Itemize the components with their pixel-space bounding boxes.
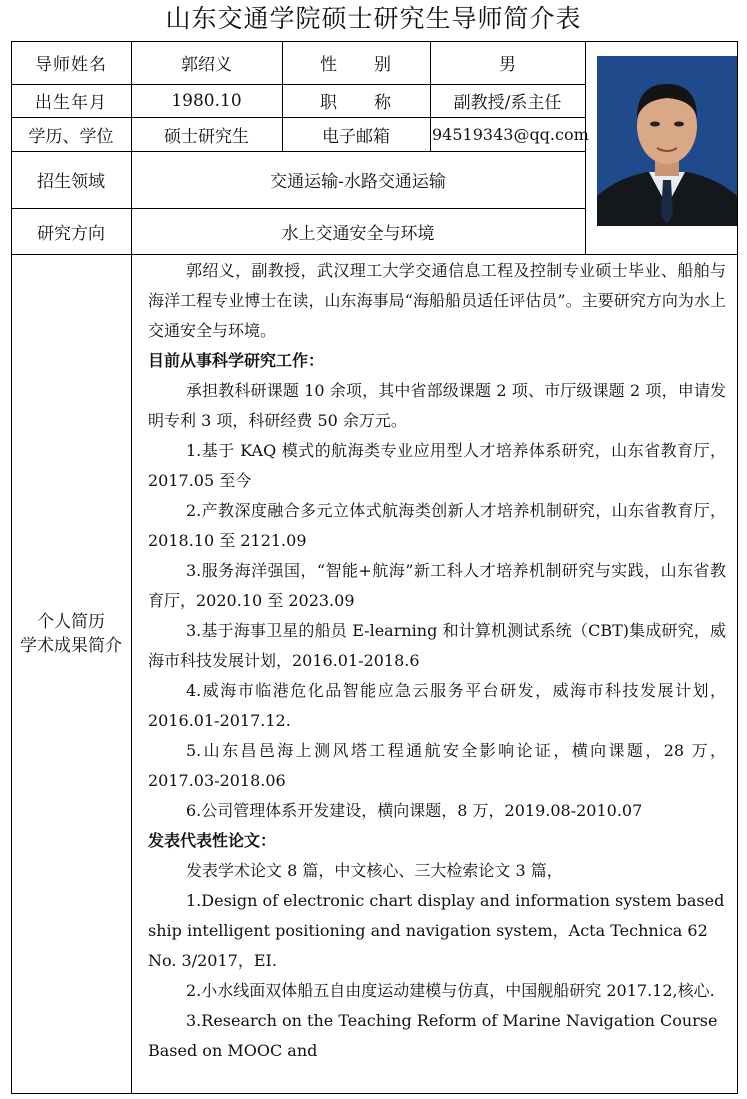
degree-label: 学历、学位 [28, 126, 114, 147]
direction-label: 研究方向 [37, 223, 105, 244]
birth-label: 出生年月 [35, 93, 107, 113]
field-value: 交通运输-水路交通运输 [270, 172, 446, 192]
paper-item: 1.Design of electronic chart display and information system based ship intelligent positioning and navigation system，Acta Technica 62 No. 3/2017，EI. [148, 891, 725, 970]
bio-content [148, 256, 726, 1066]
paper-item: 2.小水线面双体船五自由度运动建模与仿真，中国舰船研究 2017.12,核心. [186, 981, 715, 1000]
direction-value: 水上交通安全与环境 [281, 223, 435, 244]
tie [661, 180, 673, 224]
title-label: 职 称 [320, 93, 392, 113]
papers-summary: 发表学术论文 8 篇，中文核心、三大检索论文 3 篇， [186, 861, 563, 880]
portrait-photo [597, 56, 737, 226]
project-item: 1.基于 KAQ 模式的航海类专业应用型人才培养体系研究，山东省教育厅，2017.05 至今 [148, 441, 726, 490]
research-summary: 承担教科研课题 10 余项，其中省部级课题 2 项、市厅级课题 2 项，申请发明专利 3 项，科研经费 50 余万元。 [148, 381, 726, 430]
title-value: 副教授/系主任 [453, 93, 562, 113]
email-value: 94519343@qq.com [432, 124, 589, 144]
project-item: 5.山东昌邑海上测风塔工程通航安全影响论证，横向课题，28 万，2017.03-2018.06 [148, 741, 726, 790]
bio-label-line1: 个人简历 [37, 612, 105, 632]
paper-item: 3.Research on the Teaching Reform of Marine Navigation Course Based on MOOC and [148, 1011, 718, 1060]
research-heading: 目前从事科学研究工作： [148, 351, 325, 370]
project-item: 6.公司管理体系开发建设，横向课题，8 万，2019.08-2010.07 [186, 801, 643, 820]
bio-label [12, 610, 130, 658]
project-item: 3.服务海洋强国，“智能+航海”新工科人才培养机制研究与实践，山东省教育厅，2020.10 至 2023.09 [148, 561, 726, 610]
name-value: 郭绍义 [181, 55, 232, 75]
gender-label: 性 别 [320, 55, 392, 75]
project-item: 3.基于海事卫星的船员 E-learning 和计算机测试系统（CBT)集成研究，威海市科技发展计划，2016.01-2018.6 [148, 621, 726, 670]
project-item: 4.威海市临港危化品智能应急云服务平台研发，威海市科技发展计划，2016.01-2017.12. [148, 681, 726, 730]
bio-intro: 郭绍义，副教授，武汉理工大学交通信息工程及控制专业硕士毕业、船舶与海洋工程专业博士在读，山东海事局“海船船员适任评估员”。主要研究方向为水上交通安全与环境。 [148, 261, 726, 340]
degree-value: 硕士研究生 [164, 126, 249, 147]
project-item: 2.产教深度融合多元立体式航海类创新人才培养机制研究，山东省教育厅，2018.10 至 2121.09 [148, 501, 726, 550]
birth-value: 1980.10 [171, 90, 242, 111]
name-label: 导师姓名 [35, 55, 107, 75]
email-label: 电子邮箱 [322, 126, 390, 147]
field-label: 招生领域 [37, 172, 105, 192]
papers-heading: 发表代表性论文： [148, 831, 277, 850]
gender-value: 男 [499, 55, 516, 75]
bio-label-line2: 学术成果简介 [20, 636, 122, 656]
page-title: 山东交通学院硕士研究生导师简介表 [165, 4, 582, 33]
